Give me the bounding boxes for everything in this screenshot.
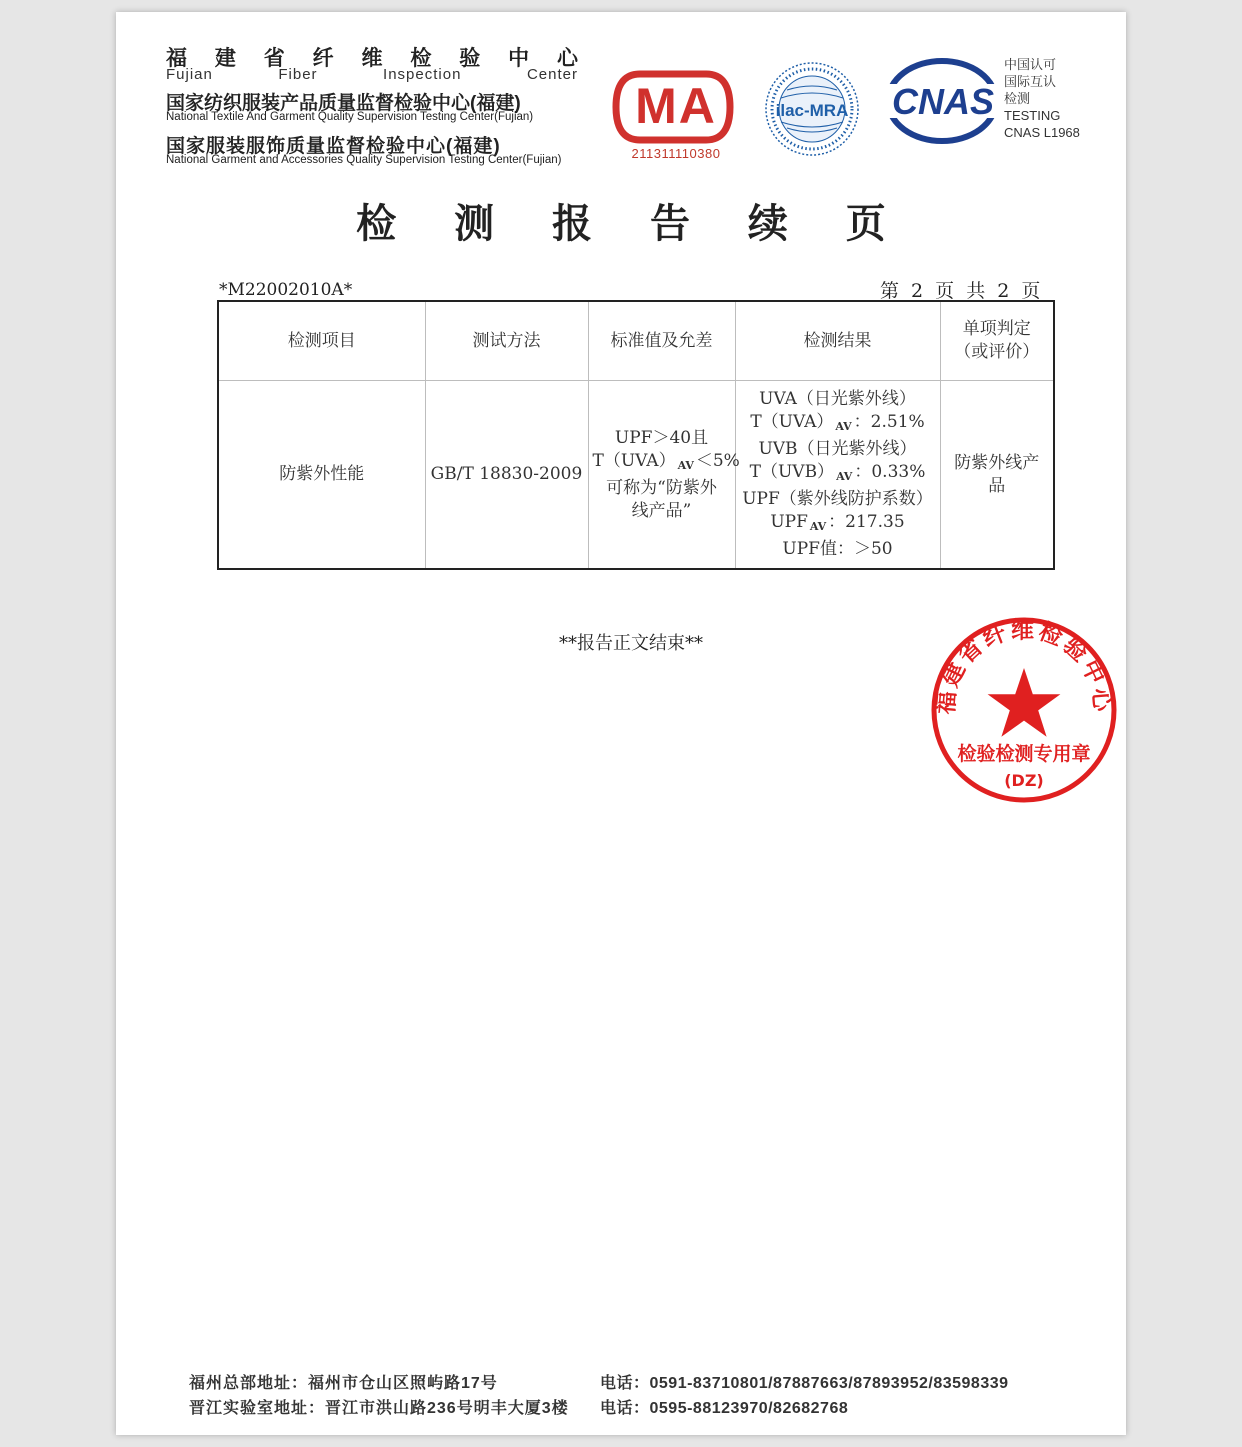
lab-phone: 电话：0595-88123970/82682768 bbox=[600, 1400, 849, 1417]
seal-inner-text: 检验检测专用章 bbox=[957, 743, 1091, 765]
standard-line bbox=[592, 450, 740, 477]
org-name-word: Center bbox=[526, 66, 578, 83]
org-name-char: 检 bbox=[410, 45, 432, 70]
report-title: 检 测 报 告 续 页 bbox=[356, 201, 908, 247]
result-line bbox=[740, 511, 936, 538]
cnas-caption-line: 检测 bbox=[1004, 91, 1031, 106]
hq-address: 福州总部地址：福州市仓山区照屿路17号 bbox=[189, 1375, 498, 1392]
header-cell: 检测项目 bbox=[218, 301, 425, 381]
org-name-char: 纤 bbox=[312, 45, 334, 70]
cma-number: 211311110380 bbox=[631, 146, 721, 161]
org-name-word: Fiber bbox=[278, 66, 318, 83]
cnas-caption-line: CNAS L1968 bbox=[1004, 125, 1080, 140]
report-page bbox=[116, 12, 1126, 1435]
header-cell: 测试方法 bbox=[425, 301, 588, 381]
org-name-word: Inspection bbox=[383, 66, 462, 83]
center1-name-cn: 国家纺织服装产品质量监督检验中心(福建) bbox=[166, 93, 521, 114]
cnas-caption-line: TESTING bbox=[1004, 108, 1061, 123]
official-seal-icon bbox=[928, 614, 1120, 806]
page-indicator: 第 2 页 共 2 页 bbox=[880, 280, 1044, 302]
ilac-logo-text: ilac-MRA bbox=[775, 101, 849, 120]
org-name-en bbox=[166, 66, 578, 83]
av-subscript: AV bbox=[809, 520, 827, 533]
result-line: UVA（日光紫外线） bbox=[759, 389, 916, 409]
table-row bbox=[218, 381, 1054, 570]
result-text: UPF bbox=[770, 512, 808, 532]
cell-method: GB/T 18830-2009 bbox=[425, 381, 588, 570]
cnas-logo-icon bbox=[884, 58, 1002, 144]
result-line: UPF值：＞50 bbox=[782, 539, 893, 559]
org-name-char: 中 bbox=[508, 45, 530, 70]
result-text: T（UVA） bbox=[750, 412, 834, 432]
header-cell bbox=[940, 301, 1054, 381]
org-name-char: 心 bbox=[557, 45, 578, 70]
org-name-char: 维 bbox=[361, 45, 383, 70]
result-line: UVB（日光紫外线） bbox=[758, 439, 917, 459]
org-name-char: 建 bbox=[214, 45, 236, 70]
cnas-caption bbox=[1004, 56, 1080, 141]
header-line: （或评价） bbox=[954, 342, 1040, 362]
org-name-char: 省 bbox=[263, 45, 285, 70]
av-subscript: AV bbox=[835, 420, 852, 433]
result-line: UPF（紫外线防护系数） bbox=[742, 489, 933, 509]
center2-name-cn: 国家服装服饰质量监督检验中心(福建) bbox=[166, 136, 501, 157]
cell-result bbox=[735, 381, 940, 570]
center1-name-en: National Textile And Garment Quality Supervision Testing Center(Fujian) bbox=[166, 111, 534, 123]
seal-code: (DZ) bbox=[1004, 771, 1044, 790]
table-header-row bbox=[218, 301, 1054, 381]
standard-line: 可称为“防紫外 bbox=[606, 477, 717, 498]
cnas-caption-line: 国际互认 bbox=[1004, 74, 1057, 89]
header-line: 单项判定 bbox=[962, 319, 1031, 339]
cnas-logo-text: CNAS bbox=[891, 81, 995, 122]
results-table bbox=[217, 300, 1055, 570]
header-cell: 检测结果 bbox=[735, 301, 940, 381]
standard-line: UPF＞40且 bbox=[614, 427, 709, 448]
judgement-line: 防紫外线产 bbox=[954, 452, 1040, 473]
standard-text: T（UVA） bbox=[592, 450, 676, 471]
cma-logo-text: MA bbox=[635, 78, 717, 134]
cell-standard bbox=[588, 381, 740, 570]
cma-logo-icon bbox=[610, 68, 736, 146]
hq-phone: 电话：0591-83710801/87887663/87893952/83598339 bbox=[600, 1375, 1009, 1392]
standard-text: ＜5% bbox=[695, 450, 740, 471]
org-name-char: 验 bbox=[459, 45, 481, 70]
result-line bbox=[740, 461, 936, 488]
ilac-mra-logo-icon bbox=[763, 60, 861, 158]
result-text: T（UVB） bbox=[749, 462, 835, 482]
standard-line: 线产品” bbox=[631, 500, 692, 521]
av-subscript: AV bbox=[677, 458, 694, 472]
cell-item: 防紫外性能 bbox=[218, 381, 425, 570]
result-line bbox=[740, 411, 936, 438]
result-text: ：0.33% bbox=[854, 462, 926, 482]
cnas-caption-line: 中国认可 bbox=[1004, 57, 1057, 72]
seal-ring-text: 福建省纤维检验中心 bbox=[933, 617, 1115, 716]
end-of-report-note: **报告正文结束** bbox=[559, 633, 703, 654]
result-text: ：217.35 bbox=[828, 512, 905, 532]
cell-judgement bbox=[940, 381, 1054, 570]
result-text: ：2.51% bbox=[853, 412, 925, 432]
header-cell: 标准值及允差 bbox=[588, 301, 735, 381]
av-subscript: AV bbox=[836, 470, 853, 483]
judgement-line: 品 bbox=[988, 475, 1006, 496]
center2-name-en: National Garment and Accessories Quality Supervision Testing Center(Fujian) bbox=[166, 154, 562, 166]
org-name-char: 福 bbox=[166, 45, 187, 70]
org-name-word: Fujian bbox=[166, 66, 213, 83]
lab-address: 晋江实验室地址：晋江市洪山路236号明丰大厦3楼 bbox=[189, 1400, 569, 1417]
report-number: *M22002010A* bbox=[219, 280, 353, 300]
